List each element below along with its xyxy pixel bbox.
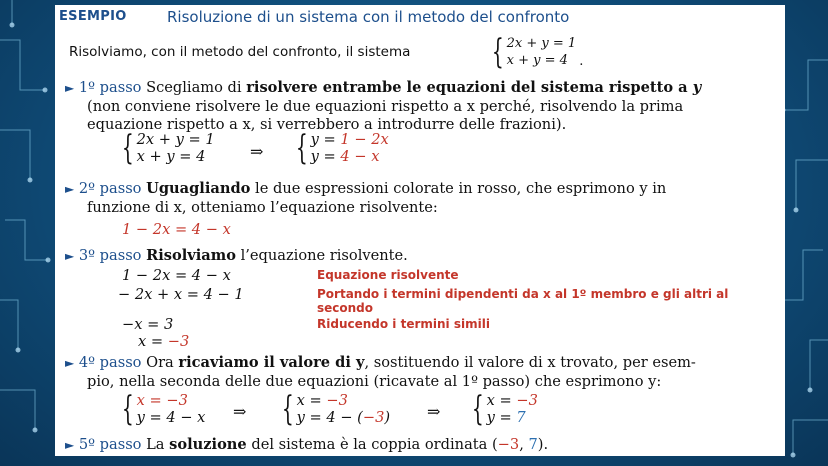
step-4-line-1: ► 4º passo Ora ricaviamo il valore di y, sostituendo il valore di x trovato, per esem- <box>65 354 696 371</box>
implies-symbol: ⇒ <box>427 402 441 421</box>
brace: { <box>491 32 504 72</box>
arrow-icon: ► <box>65 81 75 95</box>
step-label: 4º passo <box>78 354 142 371</box>
step-label: 1º passo <box>78 79 142 96</box>
step-3-note-3: Riducendo i termini simili <box>317 317 490 331</box>
step-3-note-2: Portando i termini dipendenti da x al 1º membro e gli altri al <box>317 287 729 301</box>
brace: { <box>121 389 134 429</box>
equation: 2x + y = 1 <box>136 131 215 148</box>
step-1-line-3: equazione rispetto a x, si verrebbero a introdurre delle frazioni). <box>87 116 567 133</box>
equation: y = 4 − (−3) <box>296 409 391 426</box>
step-3-eq-2: − 2x + x = 4 − 1 <box>118 286 244 303</box>
brace: { <box>295 128 308 168</box>
brace: { <box>471 389 484 429</box>
step-label: 3º passo <box>78 247 142 264</box>
step-2-line-1: ► 2º passo Uguagliando le due espressioni colorate in rosso, che esprimono y in <box>65 180 667 197</box>
step-label: 5º passo <box>78 436 142 453</box>
equation: x = −3 <box>486 392 538 409</box>
step-label: 2º passo <box>78 180 142 197</box>
brace: { <box>121 128 134 168</box>
step-1-system-original <box>117 128 215 168</box>
step-4-system-2 <box>277 389 391 429</box>
equation: x = −3 <box>296 392 348 409</box>
step-3-note-1: Equazione risolvente <box>317 268 459 282</box>
equation: x = −3 <box>136 392 188 409</box>
step-3-line-1: ► 3º passo Risolviamo l’equazione risolvente. <box>65 247 408 264</box>
resolving-equation: 1 − 2x = 4 − x <box>122 221 231 238</box>
equation: y = 4 − x <box>136 409 206 426</box>
equation: x + y = 4 <box>506 53 568 68</box>
equation: y = 4 − x <box>310 148 380 165</box>
implies-symbol: ⇒ <box>233 402 247 421</box>
implies-symbol: ⇒ <box>250 142 264 161</box>
equation: x + y = 4 <box>136 148 206 165</box>
arrow-icon: ► <box>65 356 75 370</box>
step-1-system-solved <box>291 128 389 168</box>
step-1-line-2: (non conviene risolvere le due equazioni rispetto a x perché, risolvendo la prima <box>87 98 684 115</box>
step-3-eq-1: 1 − 2x = 4 − x <box>122 267 231 284</box>
step-1-line-1: ► 1º passo Scegliamo di risolvere entrambe le equazioni del sistema rispetto a y <box>65 79 702 96</box>
arrow-icon: ► <box>65 182 75 196</box>
step-4-system-1 <box>117 389 206 429</box>
step-3-note-2-cont: secondo <box>317 301 374 315</box>
step-2-line-2: funzione di x, otteniamo l’equazione risolvente: <box>87 199 438 216</box>
brace: { <box>281 389 294 429</box>
step-5-line-1: ► 5º passo La soluzione del sistema è la coppia ordinata (−3, 7). <box>65 436 549 453</box>
arrow-icon: ► <box>65 438 75 452</box>
step-4-line-2: pio, nella seconda delle due equazioni (ricavate al 1º passo) che esprimono y: <box>87 373 662 390</box>
step-4-system-3 <box>467 389 538 429</box>
equation: y = 1 − 2x <box>310 131 389 148</box>
step-3-eq-3: −x = 3 <box>122 316 174 333</box>
intro-text: Risolviamo, con il metodo del confronto, il sistema <box>69 44 411 60</box>
circuit-decoration-left <box>0 0 60 466</box>
arrow-icon: ► <box>65 249 75 263</box>
step-3-result: x = −3 <box>138 333 190 350</box>
textbook-page <box>55 5 785 456</box>
example-title: Risoluzione di un sistema con il metodo del confronto <box>167 8 570 26</box>
intro-system: { 2x + y = 1 x + y = 4 . <box>491 32 584 72</box>
equation: y = 7 <box>486 409 526 426</box>
example-label: ESEMPIO <box>59 9 127 24</box>
equation: 2x + y = 1 <box>506 36 577 51</box>
